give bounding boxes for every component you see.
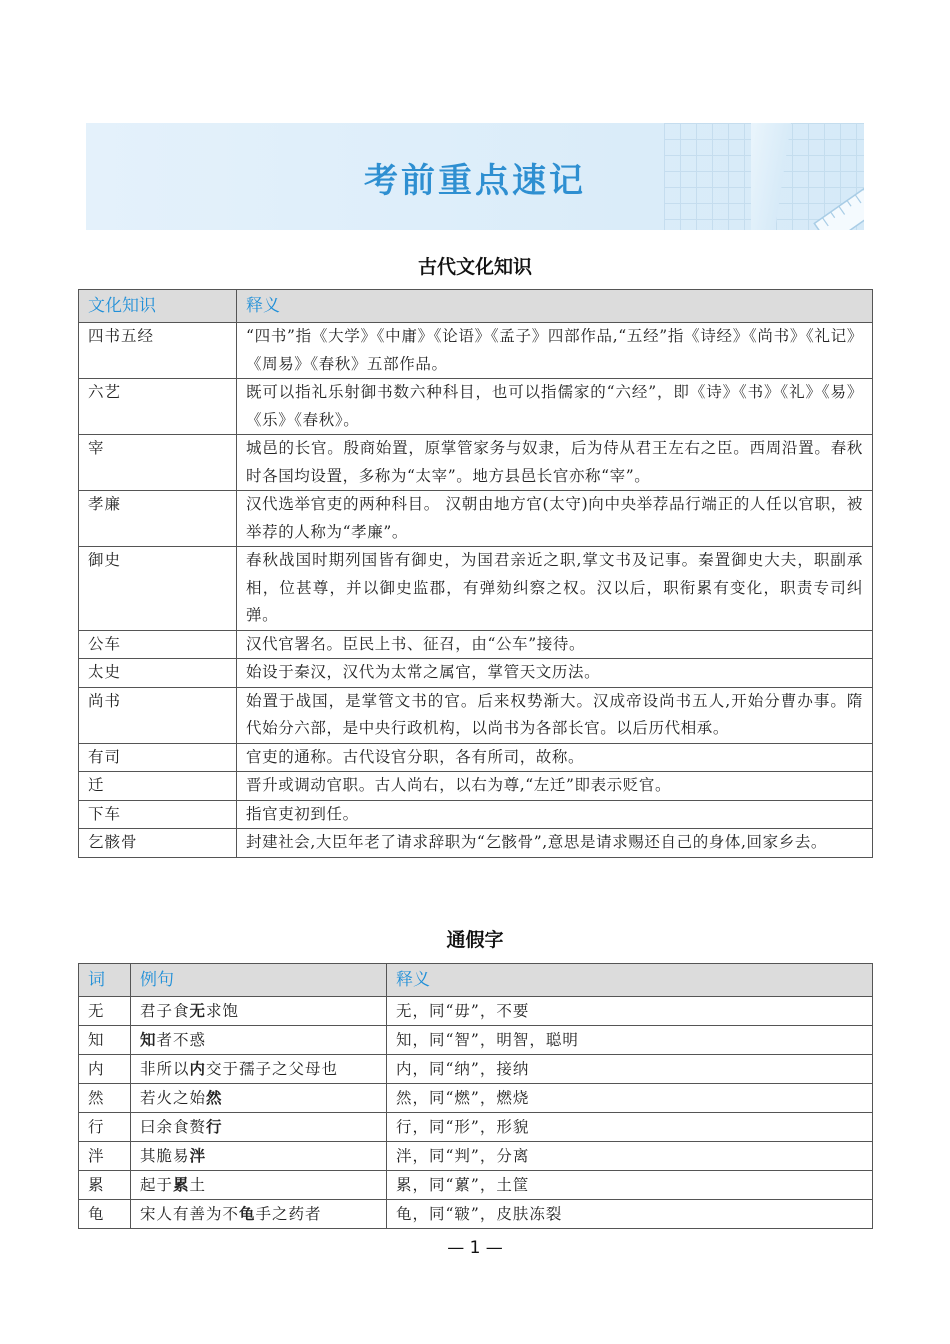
term-cell: 孝廉 [79,491,237,547]
table-row [79,687,873,743]
highlighted-word: 然 [206,1088,223,1107]
table-row [79,630,873,659]
highlighted-word: 行 [206,1117,223,1136]
table-row [79,659,873,688]
highlighted-word: 内 [189,1059,207,1078]
meaning-cell: 无，同“毋”，不要 [387,997,873,1026]
word-cell: 龟 [79,1200,131,1229]
example-text: 交于孺子之父母也 [206,1060,339,1078]
meaning-cell: 知，同“智”，明智，聪明 [387,1026,873,1055]
term-cell: 下车 [79,800,237,829]
table-row [79,491,873,547]
word-cell: 知 [79,1026,131,1055]
example-text: 手之药者 [255,1205,322,1223]
table-row [79,1113,873,1142]
meaning-cell: 内，同“纳”，接纳 [387,1055,873,1084]
table-header-row [79,290,873,323]
example-text: 者不惑 [156,1031,207,1049]
definition-cell: “四书”指《大学》《中庸》《论语》《孟子》四部作品,“五经”指《诗经》《尚书》《礼记》《周易》《春秋》五部作品。 [237,323,873,379]
example-text: 非所以 [140,1060,190,1078]
term-cell: 尚书 [79,687,237,743]
table-row [79,547,873,631]
page-number: — 1 — [447,1238,503,1258]
header-banner [86,123,864,230]
table-header-row [79,964,873,997]
meaning-cell: 行，同“形”，形貌 [387,1113,873,1142]
example-text: 求饱 [206,1002,240,1020]
table-row [79,1142,873,1171]
section-title-tongjiazi: 通假字 [446,929,504,951]
example-text: 土 [189,1176,207,1194]
example-cell [131,1113,387,1142]
column-header: 例句 [131,964,387,997]
example-text: 起于 [140,1176,174,1194]
meaning-cell: 然，同“燃”，燃烧 [387,1084,873,1113]
table-row [79,435,873,491]
definition-cell: 汉代选举官吏的两种科目。 汉朝由地方官(太守)向中央举荐品行端正的人任以官职，被举荐的人称为“孝廉”。 [237,491,873,547]
definition-cell: 始设于秦汉，汉代为太常之属官，掌管天文历法。 [237,659,873,688]
word-cell: 行 [79,1113,131,1142]
highlighted-word: 龟 [239,1204,256,1223]
example-text: 其脆易 [140,1147,190,1165]
term-cell: 御史 [79,547,237,631]
table-row [79,800,873,829]
definition-cell: 晋升或调动官职。古人尚右，以右为尊,“左迁”即表示贬官。 [237,772,873,801]
definition-cell: 春秋战国时期列国皆有御史，为国君亲近之职,掌文书及记事。秦置御史大夫，职副承相，位甚尊，并以御史监郡，有弹劾纠察之权。汉以后，职衔累有变化，职责专司纠弹。 [237,547,873,631]
example-cell [131,1084,387,1113]
example-cell [131,1142,387,1171]
highlighted-word: 泮 [189,1146,207,1165]
table-row [79,743,873,772]
example-cell [131,1200,387,1229]
definition-cell: 既可以指礼乐射御书数六种科目，也可以指儒家的“六经”，即《诗》《书》《礼》《易》《乐》《春秋》。 [237,379,873,435]
definition-cell: 始置于战国，是掌管文书的官。后来权势渐大。汉成帝设尚书五人,开始分曹办事。隋代始分六部，是中央行政机构，以尚书为各部长官。以后历代相承。 [237,687,873,743]
column-header: 文化知识 [79,290,237,323]
section-title-culture: 古代文化知识 [417,256,532,278]
meaning-cell: 龟，同“皲”，皮肤冻裂 [387,1200,873,1229]
word-cell: 内 [79,1055,131,1084]
term-cell: 宰 [79,435,237,491]
example-cell [131,1171,387,1200]
word-cell: 然 [79,1084,131,1113]
culture-knowledge-table [78,289,873,858]
meaning-cell: 累，同“蔂”，土筐 [387,1171,873,1200]
definition-cell: 城邑的长官。殷商始置，原掌管家务与奴隶，后为侍从君王左右之臣。西周沿置。春秋时各国均设置，多称为“太宰”。地方县邑长官亦称“宰”。 [237,435,873,491]
definition-cell: 指官吏初到任。 [237,800,873,829]
word-cell: 无 [79,997,131,1026]
table-row [79,997,873,1026]
word-cell: 累 [79,1171,131,1200]
example-text: 若火之始 [140,1089,207,1107]
term-cell: 迁 [79,772,237,801]
definition-cell: 汉代官署名。臣民上书、征召，由“公车”接待。 [237,630,873,659]
column-header: 释义 [387,964,873,997]
tongjiazi-table [78,963,873,1229]
term-cell: 四书五经 [79,323,237,379]
word-cell: 泮 [79,1142,131,1171]
definition-cell: 封建社会,大臣年老了请求辞职为“乞骸骨”,意思是请求赐还自己的身体,回家乡去。 [237,829,873,858]
term-cell: 六艺 [79,379,237,435]
column-header: 释义 [237,290,873,323]
meaning-cell: 泮，同“判”，分离 [387,1142,873,1171]
table-row [79,379,873,435]
example-text: 曰余食赘 [140,1118,207,1136]
table-row [79,1026,873,1055]
definition-cell: 官吏的通称。古代设官分职，各有所司，故称。 [237,743,873,772]
term-cell: 乞骸骨 [79,829,237,858]
example-cell [131,997,387,1026]
table-row [79,1171,873,1200]
example-cell [131,1055,387,1084]
table-row [79,1055,873,1084]
table-row [79,323,873,379]
example-cell [131,1026,387,1055]
table-row [79,1084,873,1113]
term-cell: 有司 [79,743,237,772]
example-text: 君子食 [140,1002,190,1020]
table-row [79,829,873,858]
highlighted-word: 无 [189,1001,207,1020]
highlighted-word: 累 [173,1175,190,1194]
example-text: 宋人有善为不 [140,1205,240,1223]
table-row [79,772,873,801]
highlighted-word: 知 [140,1030,157,1049]
table-row [79,1200,873,1229]
column-header: 词 [79,964,131,997]
term-cell: 太史 [79,659,237,688]
term-cell: 公车 [79,630,237,659]
banner-title: 考前重点速记 [364,161,586,201]
